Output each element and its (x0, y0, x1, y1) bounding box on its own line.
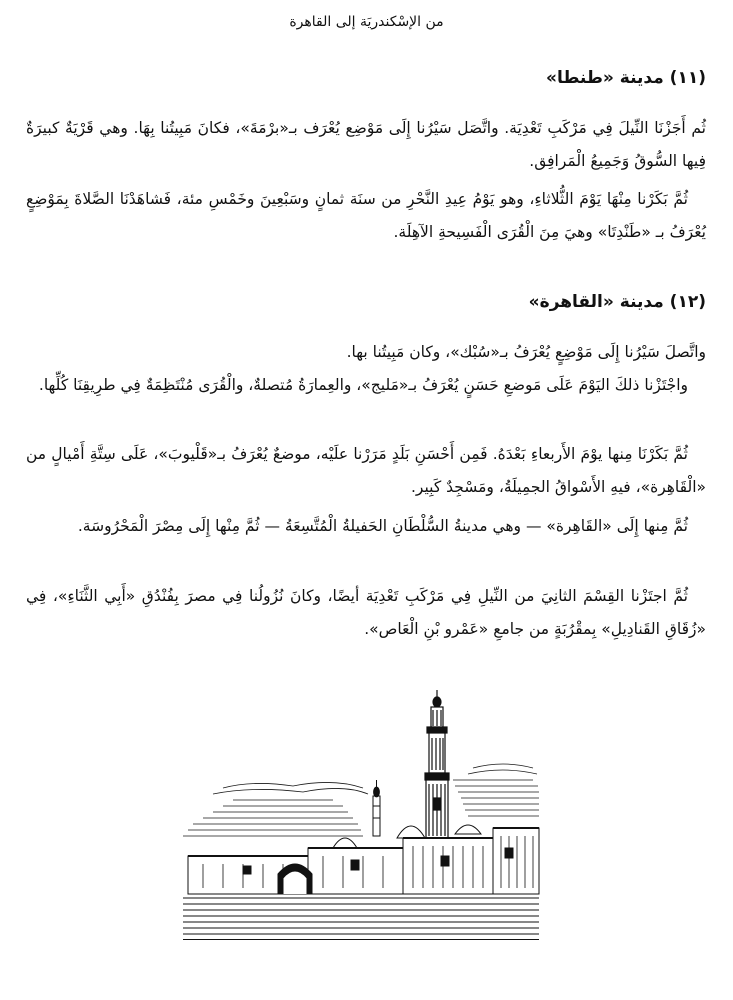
ground-hatching (183, 898, 539, 940)
paragraph: ثُمَّ بَكَرْنَا مِنها يوْمَ الأَربعاءِ بَعْدَهُ. فَمِن أَحْسَنِ بَلَدٍ مَرَرْنا علَيْه، موضعٌ يُعْرَفُ بـ«قَلْيوبَ»، عَلَى سِتَّةِ أَمْيالٍ من «الْقَاهِرة»، فيهِ الأَسْواقُ الجمِيلَةُ، ومَسْجِدٌ كَبِير. (26, 445, 706, 496)
paragraph: واتَّصلَ سَيْرُنا إِلَى مَوْضِعٍ يُعْرَفُ بـ«سُبْك»، وكان مَبِيتُنا بها. (346, 343, 706, 361)
running-head: من الإسْكندريَة إلى القاهرة (289, 14, 444, 30)
paragraph: ثُم أَجَزْنَا النِّيلَ فِي مَرْكَبِ تَعْدِيَة. واتَّصَل سَيْرُنا إِلَى مَوْضِع يُعْرَف بـ«برْمَةَ»، فكانَ مَبِيتُنا بِهَا. وهي قَرْيَةٌ كبيرَةٌ فِيها السُّوقُ وَجَمِيعُ الْمَرافِق. (26, 119, 706, 170)
small-minaret (373, 780, 380, 836)
main-minaret (425, 690, 449, 838)
paragraph: ثُمَّ بَكَرْنا مِنْهَا يَوْمَ الثُّلاثاءِ، وهو يَوْمُ عِيدِ النَّحْرِ من سنَة ثمانٍ وسَبْعِينَ وخَمْسِ مئة، فَشاهَدْنَا الصَّلاةَ بِمَوْضِعٍ يُعْرَفُ بـ «طَنْدِتَا» وهيَ مِنَ الْقُرَى الْفَسِيحةِ الآهِلَة. (26, 190, 706, 241)
cairo-city-illustration (183, 688, 541, 940)
city-buildings (188, 828, 539, 894)
paragraph: ثُمَّ مِنها إِلَى «القَاهِرة» — وهي مدينةُ السُّلْطَانِ الحَفيلةُ الْمُتَّسِعَةُ — ثُمَّ مِنْها إِلَى مِصْرَ الْمَحْرُوسَة. (77, 517, 688, 535)
sky-hatching (183, 764, 539, 836)
paragraph: ثُمَّ اجتَزْنا القِسْمَ الثانِيَ من النِّيلِ فِي مَرْكَبِ تَعْدِيَة أيضًا، وكانَ نُزُولُنا فِي مصرَ بِفُنْدُقِ «أَبِي الثَّنَاءِ»، فِي «زُقَاقِ القَنادِيلِ» بِمقْرُبَةٍ من جامعِ «عَمْرو بْنِ الْعَاص». (26, 587, 706, 638)
gate-arch (278, 864, 312, 894)
section-heading-tanta: (١١) مدينة «طنطا» (546, 68, 706, 88)
paragraph: واجْتَزْنا ذلكَ اليَوْمَ عَلَى مَوضعِ حَسَنٍ يُعْرَفُ بـ«مَليج»، والعِمارَةُ مُتصلةٌ، والْقُرَى مُنْتَظِمَةٌ فِي طرِيقِنَا كُلِّها. (38, 376, 688, 394)
section-heading-cairo: (١٢) مدينة «القاهرة» (528, 292, 706, 312)
